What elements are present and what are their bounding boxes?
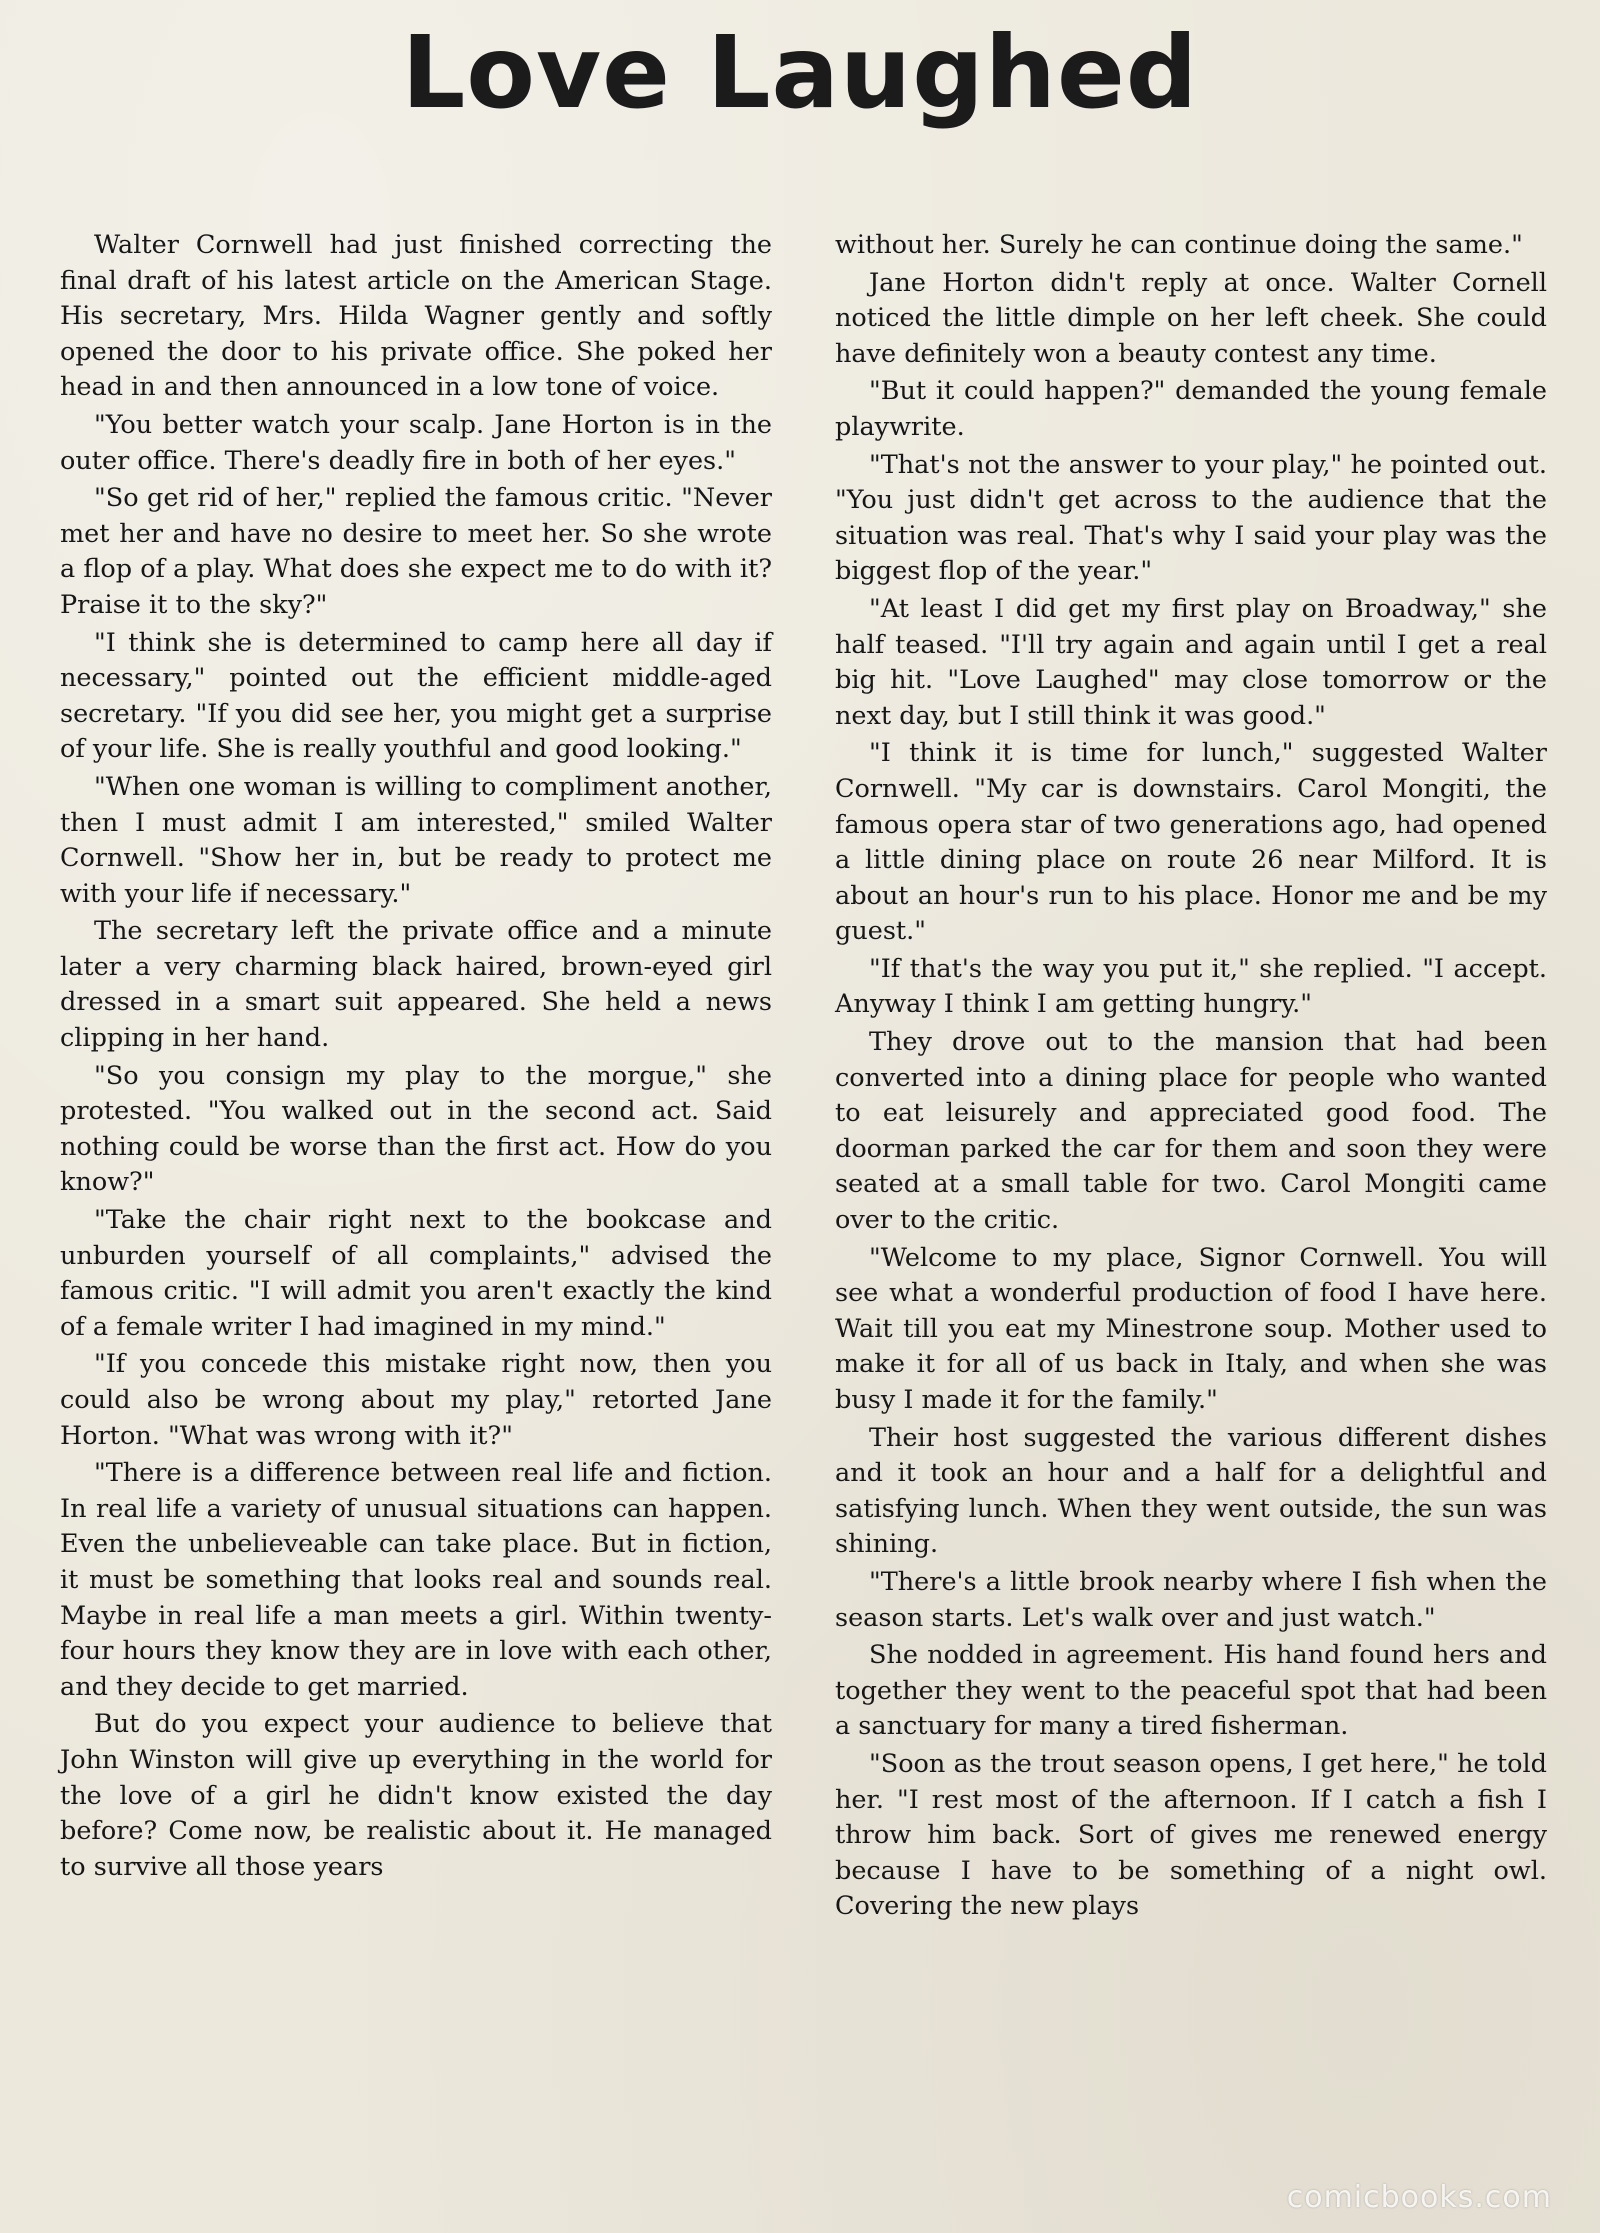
paragraph: The secretary left the private office and a minute later a very charming black haired, brown-eyed girl dressed in a smart suit appeared. She held a news clipping in her hand. bbox=[60, 916, 772, 1054]
right-text-column bbox=[835, 228, 1547, 1927]
paragraph: "If you concede this mistake right now, then you could also be wrong about my play," retorted Jane Horton. "What was wrong with it?" bbox=[60, 1349, 772, 1451]
paragraph: "Welcome to my place, Signor Cornwell. You will see what a wonderful production of food I have here. Wait till you eat my Minestrone soup. Mother used to make it for all of us back in Italy, and when she was busy I made it for the family." bbox=[835, 1242, 1547, 1415]
paragraph: Jane Horton didn't reply at once. Walter Cornell noticed the little dimple on her left cheek. She could have definitely won a beauty contest any time. bbox=[835, 267, 1547, 369]
story-title: Love Laughed bbox=[401, 14, 1199, 131]
paragraph: "That's not the answer to your play," he pointed out. "You just didn't get across to the audience that the situation was real. That's why I said your play was the biggest flop of the year." bbox=[835, 449, 1547, 587]
paragraph: "So you consign my play to the morgue," she protested. "You walked out in the second act. Said nothing could be worse than the first act. How do you know?" bbox=[60, 1060, 772, 1198]
paragraph: "So get rid of her," replied the famous critic. "Never met her and have no desire to meet her. So she wrote a flop of a play. What does she expect me to do with it? Praise it to the sky?" bbox=[60, 483, 772, 620]
paragraph: "You better watch your scalp. Jane Horton is in the outer office. There's deadly fire in both of her eyes." bbox=[60, 409, 772, 476]
paragraph: "I think it is time for lunch," suggested Walter Cornwell. "My car is downstairs. Carol Mongiti, the famous opera star of two generations ago, had opened a little dining place on route 26 near Milford. It is about an hour's run to his place. Honor me and be my guest." bbox=[835, 738, 1547, 947]
paragraph: Walter Cornwell had just finished correcting the final draft of his latest article on the American Stage. His secretary, Mrs. Hilda Wagner gently and softly opened the door to his private office. She poked her head in and then announced in a low tone of voice. bbox=[60, 230, 772, 403]
left-text-column bbox=[60, 228, 772, 1887]
paragraph: "But it could happen?" demanded the young female playwrite. bbox=[835, 376, 1547, 442]
site-watermark: comicbooks.com bbox=[1286, 2180, 1552, 2215]
paragraph: "There's a little brook nearby where I fish when the season starts. Let's walk over and just watch." bbox=[835, 1566, 1547, 1633]
paragraph: "I think she is determined to camp here all day if necessary," pointed out the efficient middle-aged secretary. "If you did see her, you might get a surprise of your life. She is really youthful and good looking." bbox=[60, 627, 772, 765]
paragraph: They drove out to the mansion that had been converted into a dining place for people who wanted to eat leisurely and appreciated good food. The doorman parked the car for them and soon they were seated at a small table for two. Carol Mongiti came over to the critic. bbox=[835, 1027, 1547, 1236]
paragraph: "There is a difference between real life and fiction. In real life a variety of unusual situations can happen. Even the unbelieveable can take place. But in fiction, it must be something that looks real and sounds real. Maybe in real life a man meets a girl. Within twenty-four hours they know they are in love with each other, and they decide to get married. bbox=[60, 1458, 772, 1702]
paragraph: "At least I did get my first play on Broadway," she half teased. "I'll try again and again until I get a real big hit. "Love Laughed" may close tomorrow or the next day, but I still think it was good." bbox=[835, 593, 1547, 731]
paragraph: "If that's the way you put it," she replied. "I accept. Anyway I think I am getting hungry." bbox=[835, 953, 1547, 1020]
paragraph: "When one woman is willing to compliment another, then I must admit I am interested," smiled Walter Cornwell. "Show her in, but be ready to protect me with your life if necessary." bbox=[60, 771, 772, 909]
paragraph: But do you expect your audience to believe that John Winston will give up everything in the world for the love of a girl he didn't know existed the day before? Come now, be realistic about it. He managed to survive all those years bbox=[60, 1709, 772, 1882]
paragraph: "Take the chair right next to the bookcase and unburden yourself of all complaints," advised the famous critic. "I will admit you aren't exactly the kind of a female writer I had imagined in my mind." bbox=[60, 1205, 772, 1342]
paragraph: Their host suggested the various different dishes and it took an hour and a half for a delightful and satisfying lunch. When they went outside, the sun was shining. bbox=[835, 1422, 1547, 1560]
paragraph: She nodded in agreement. His hand found hers and together they went to the peaceful spot that had been a sanctuary for many a tired fisherman. bbox=[835, 1640, 1547, 1742]
paragraph: without her. Surely he can continue doing the same." bbox=[835, 230, 1523, 260]
paragraph: "Soon as the trout season opens, I get here," he told her. "I rest most of the afternoon. If I catch a fish I throw him back. Sort of gives me renewed energy because I have to be something of a night owl. Covering the new plays bbox=[835, 1748, 1547, 1922]
